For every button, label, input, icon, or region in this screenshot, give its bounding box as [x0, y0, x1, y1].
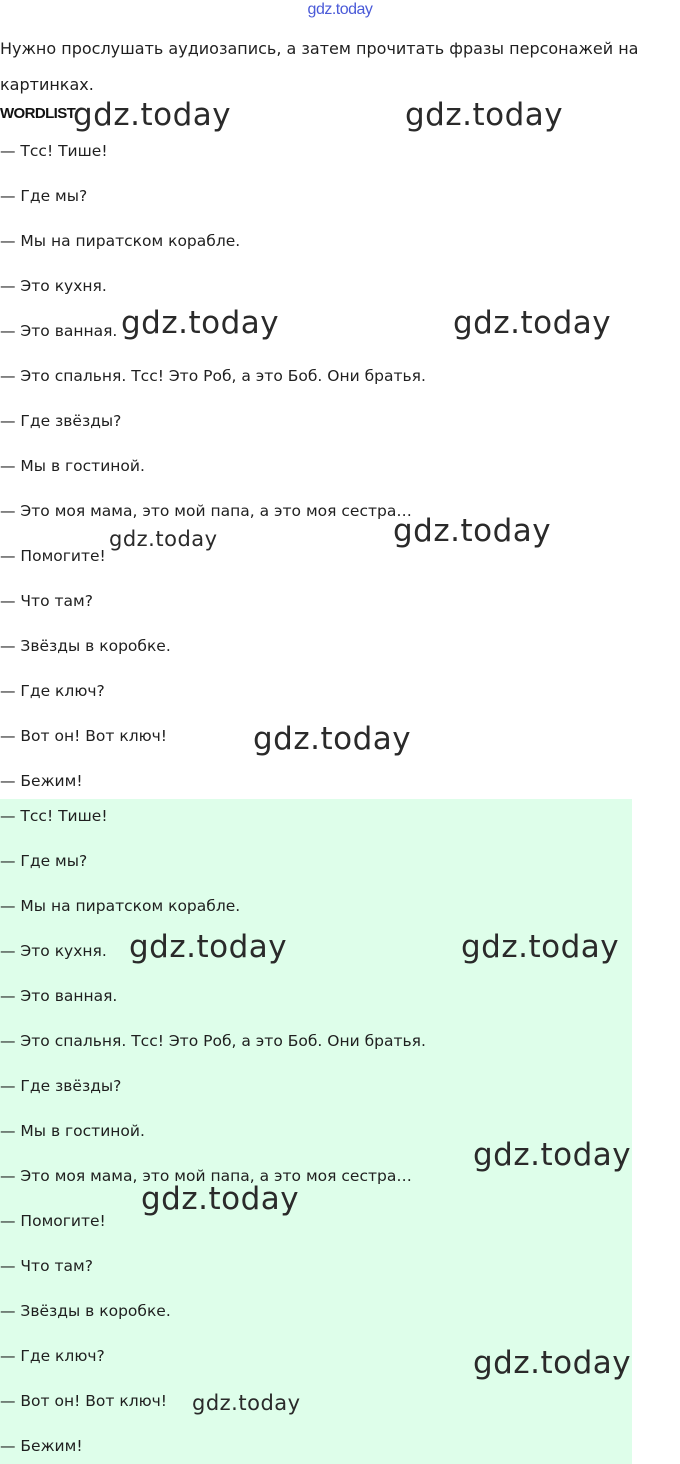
site-watermark-header: gdz.today [307, 1, 373, 18]
dialogue-line: — Это ванная. [0, 322, 118, 340]
answer-line: — Это спальня. Тсс! Это Роб, а это Боб. Они братья. [0, 1032, 426, 1050]
answer-line: — Где ключ? [0, 1347, 105, 1365]
answer-line: — Что там? [0, 1257, 93, 1275]
watermark-text: gdz.today [129, 929, 288, 965]
answer-line: — Это ванная. [0, 987, 118, 1005]
watermark-text: gdz.today [121, 305, 280, 341]
answer-line: — Мы на пиратском корабле. [0, 897, 241, 915]
watermark-text: gdz.today [405, 97, 564, 133]
dialogue-line: — Помогите! [0, 547, 106, 565]
answer-line: — Мы в гостиной. [0, 1122, 145, 1140]
watermark-text: gdz.today [473, 1345, 632, 1381]
watermark-text: gdz.today [461, 929, 620, 965]
exercise-instruction: Нужно прослушать аудиозапись, а затем прочитать фразы персонажей на картинках. [0, 39, 639, 94]
answer-line: — Где мы? [0, 852, 88, 870]
dialogue-line: — Где ключ? [0, 682, 105, 700]
watermark-text: gdz.today [453, 305, 612, 341]
dialogue-line: — Бежим! [0, 772, 83, 790]
answer-line: — Это моя мама, это мой папа, а это моя сестра… [0, 1167, 412, 1185]
dialogue-line: — Мы на пиратском корабле. [0, 232, 241, 250]
watermark-text: gdz.today [192, 1391, 301, 1415]
answer-line: — Вот он! Вот ключ! [0, 1392, 168, 1410]
dialogue-line: — Где мы? [0, 187, 88, 205]
answer-line: — Тсс! Тише! [0, 807, 108, 825]
watermark-text: gdz.today [393, 513, 552, 549]
wordlist-label: WORDLIST [0, 105, 76, 122]
dialogue-line: — Тсс! Тише! [0, 142, 108, 160]
watermark-text: gdz.today [109, 527, 218, 551]
answer-line: — Это кухня. [0, 942, 107, 960]
dialogue-line: — Это моя мама, это мой папа, а это моя сестра… [0, 502, 412, 520]
dialogue-line: — Это кухня. [0, 277, 107, 295]
dialogue-line: — Что там? [0, 592, 93, 610]
watermark-text: gdz.today [473, 1137, 632, 1173]
dialogue-line: — Вот он! Вот ключ! [0, 727, 168, 745]
watermark-text: gdz.today [141, 1181, 300, 1217]
dialogue-line: — Мы в гостиной. [0, 457, 145, 475]
answer-line: — Бежим! [0, 1437, 83, 1455]
watermark-text: gdz.today [73, 97, 232, 133]
answer-line: — Где звёзды? [0, 1077, 122, 1095]
answer-line: — Помогите! [0, 1212, 106, 1230]
watermark-text: gdz.today [253, 721, 412, 757]
dialogue-line: — Звёзды в коробке. [0, 637, 171, 655]
dialogue-line: — Это спальня. Тсс! Это Роб, а это Боб. Они братья. [0, 367, 426, 385]
answer-line: — Звёзды в коробке. [0, 1302, 171, 1320]
dialogue-line: — Где звёзды? [0, 412, 122, 430]
